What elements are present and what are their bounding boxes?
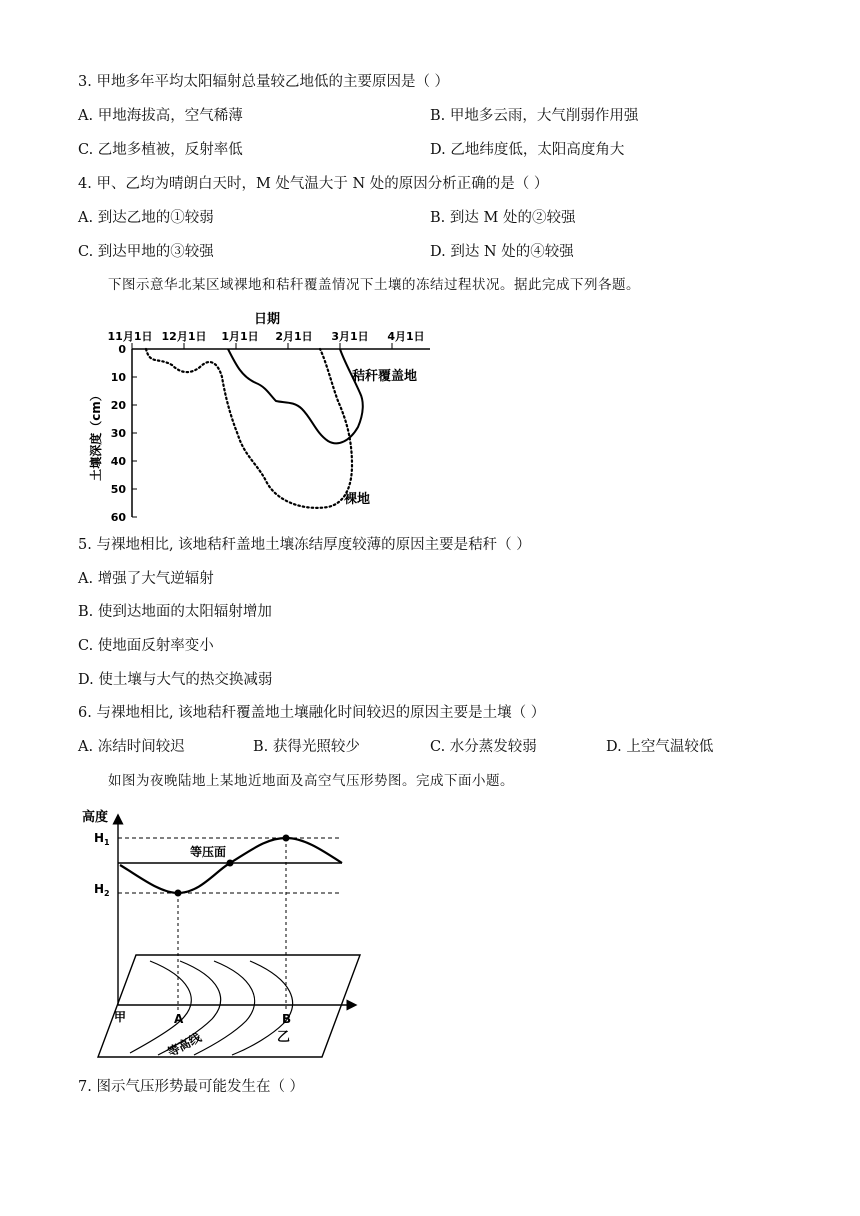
question-3-stem: 3. 甲地多年平均太阳辐射总量较乙地低的主要原因是（ ） xyxy=(78,74,450,90)
question-4-option-a: A. 到达乙地的①较弱 xyxy=(78,210,214,226)
question-5-stem: 5. 与裸地相比, 该地秸秆盖地土壤冻结厚度较薄的原因主要是秸秆（ ） xyxy=(78,537,531,553)
y-tick-label: 10 xyxy=(110,371,126,384)
x-ticks xyxy=(132,343,392,349)
point-a-label: A xyxy=(174,1012,184,1026)
pressure-diagram xyxy=(80,805,370,1065)
bare-land-label: 裸地 xyxy=(344,492,371,507)
y-tick-label: 40 xyxy=(110,455,126,468)
jia-label: 甲 xyxy=(114,1010,127,1024)
question-4-option-b: B. 到达 M 处的②较强 xyxy=(430,210,576,226)
isobaric-surface-label: 等压面 xyxy=(190,845,227,859)
question-7-stem: 7. 图示气压形势最可能发生在（ ） xyxy=(78,1079,305,1095)
straw-covered-label: 秸秆覆盖地 xyxy=(352,369,418,384)
h1-label: $H_1$ xyxy=(94,831,110,847)
y-tick-label: 0 xyxy=(118,343,126,356)
bare-land-curve xyxy=(146,349,352,508)
chart-title: 日期 xyxy=(253,312,281,327)
question-6-option-b: B. 获得光照较少 xyxy=(253,739,360,755)
y-axis-label: 土壤深度（cm） xyxy=(89,389,103,481)
question-6-option-d: D. 上空气温较低 xyxy=(606,739,714,755)
question-5-option-b: B. 使到达地面的太阳辐射增加 xyxy=(78,604,272,620)
straw-covered-curve xyxy=(228,349,363,443)
x-tick-label: 12月1日 xyxy=(161,330,207,343)
point-b-label: B xyxy=(282,1012,292,1026)
question-5-option-c: C. 使地面反射率变小 xyxy=(78,638,214,654)
intro-soil-freezing: 下图示意华北某区域裸地和秸秆覆盖情况下土壤的冻结过程状况。据此完成下列各题。 xyxy=(108,277,640,293)
question-3-option-b: B. 甲地多云雨，大气削弱作用强 xyxy=(430,108,639,124)
yi-label: 乙 xyxy=(277,1030,291,1045)
question-5-option-a: A. 增强了大气逆辐射 xyxy=(78,571,214,587)
x-tick-label: 11月1日 xyxy=(107,330,153,343)
height-axis-label: 高度 xyxy=(82,810,109,825)
question-4-option-d: D. 到达 N 处的④较强 xyxy=(430,244,574,260)
question-4-stem: 4. 甲、乙均为晴朗白天时，M 处气温大于 N 处的原因分析正确的是（ ） xyxy=(78,176,549,192)
question-3-option-a: A. 甲地海拔高，空气稀薄 xyxy=(78,108,243,124)
point-mid xyxy=(227,860,234,867)
question-6-option-c: C. 水分蒸发较弱 xyxy=(430,739,537,755)
question-5-option-d: D. 使土壤与大气的热交换减弱 xyxy=(78,672,273,688)
y-tick-label: 50 xyxy=(110,483,126,496)
soil-freezing-chart xyxy=(80,305,440,525)
contour-label: 等高线 xyxy=(165,1030,204,1060)
question-6-stem: 6. 与裸地相比, 该地秸秆覆盖地土壤融化时间较迟的原因主要是土壤（ ） xyxy=(78,705,546,721)
question-3-option-c: C. 乙地多植被，反射率低 xyxy=(78,142,243,158)
contour-line xyxy=(194,961,255,1055)
x-tick-label: 2月1日 xyxy=(275,330,313,343)
x-tick-label: 1月1日 xyxy=(221,330,259,343)
intro-pressure-diagram: 如图为夜晚陆地上某地近地面及高空气压形势图。完成下面小题。 xyxy=(108,773,514,789)
y-tick-label: 30 xyxy=(110,427,126,440)
ground-plane xyxy=(98,955,360,1057)
h2-label: $H_2$ xyxy=(94,882,110,898)
x-tick-label: 3月1日 xyxy=(331,330,369,343)
y-tick-label: 20 xyxy=(110,399,126,412)
x-tick-label: 4月1日 xyxy=(387,330,425,343)
question-4-option-c: C. 到达甲地的③较强 xyxy=(78,244,214,260)
question-6-option-a: A. 冻结时间较迟 xyxy=(78,739,185,755)
question-3-option-d: D. 乙地纬度低，太阳高度角大 xyxy=(430,142,625,158)
y-tick-label: 60 xyxy=(110,511,126,524)
